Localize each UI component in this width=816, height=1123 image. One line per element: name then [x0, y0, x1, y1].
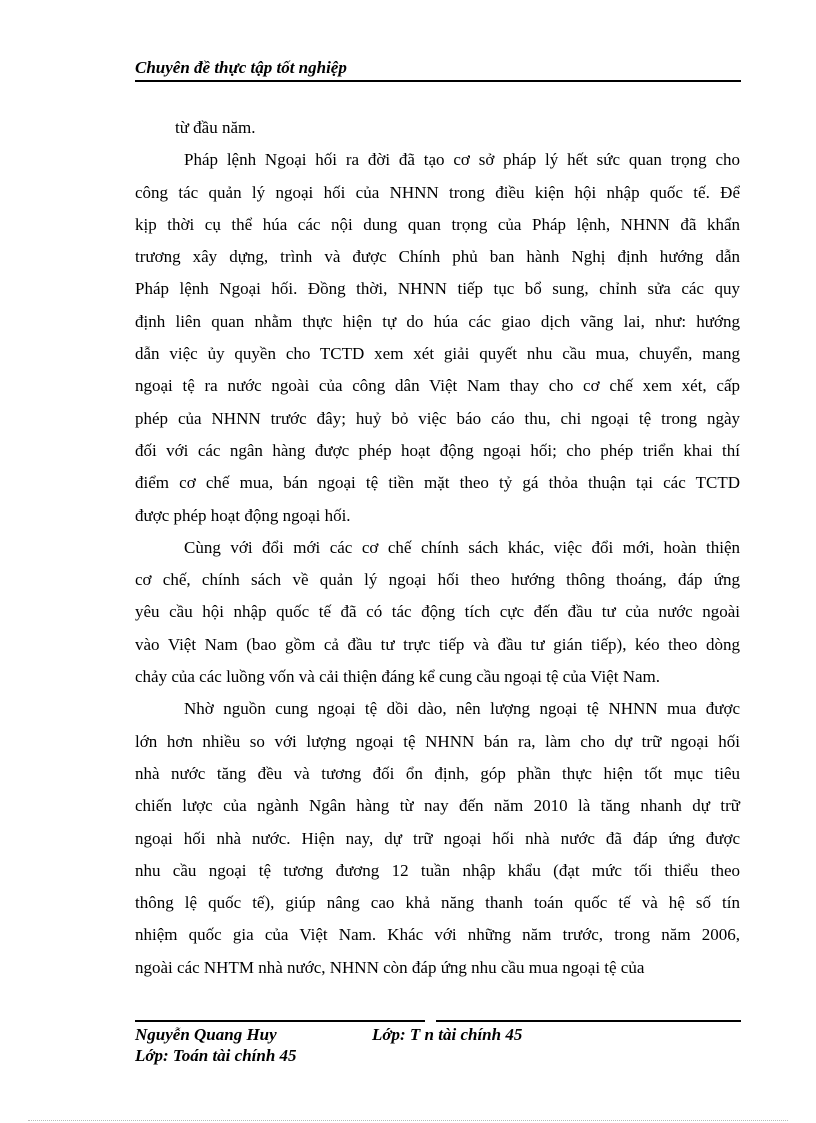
- footer-class: Lớp: Toán tài chính 45: [135, 1046, 297, 1065]
- paragraph-2: [135, 532, 740, 693]
- paragraph-0: [135, 112, 740, 144]
- footer-author: Nguyễn Quang Huy: [135, 1025, 277, 1044]
- text-line: điểm cơ chế mua, bán ngoại tệ tiền mặt theo tỷ gá thỏa thuận tại các TCTD: [135, 473, 740, 493]
- header-divider: [135, 80, 741, 82]
- text-line: kịp thời cụ thể húa các nội dung quan trọng của Pháp lệnh, NHNN đã khẩn: [135, 214, 740, 234]
- text-line: ngoại hối nhà nước. Hiện nay, dự trữ ngoại hối nhà nước đã đáp ứng được: [135, 828, 740, 848]
- text-line: đối với các ngân hàng được phép hoạt động ngoại hối; cho phép triển khai thí: [135, 440, 740, 460]
- text-line: ngoại tệ ra nước ngoài của công dân Việt Nam thay cho cơ chế xem xét, cấp: [135, 376, 740, 396]
- text-line: Pháp lệnh Ngoại hối ra đời đã tạo cơ sở pháp lý hết sức quan trọng cho: [184, 150, 740, 170]
- footer-class-right: Lớp: T n tài chính 45: [372, 1025, 523, 1044]
- document-body: [135, 112, 740, 984]
- text-line: được phép hoạt động ngoại hối.: [135, 505, 351, 525]
- text-line: định liên quan nhằm thực hiện tự do húa các giao dịch vãng lai, như: hướng: [135, 311, 740, 331]
- text-line: ngoài các NHTM nhà nước, NHNN còn đáp ứng nhu cầu mua ngoại tệ của: [135, 957, 645, 977]
- paragraph-1: [135, 144, 740, 532]
- text-line: phép của NHNN trước đây; huỷ bỏ việc báo cáo thu, chi ngoại tệ trong ngày: [135, 408, 740, 428]
- text-line: nhu cầu ngoại tệ tương đương 12 tuần nhập khẩu (đạt mức tối thiểu theo: [135, 860, 740, 880]
- footer-divider-right: [436, 1020, 741, 1022]
- text-line: nhiệm quốc gia của Việt Nam. Khác với những năm trước, trong năm 2006,: [135, 925, 740, 945]
- text-line: chảy của các luồng vốn và cải thiện đáng kể cung cầu ngoại tệ của Việt Nam.: [135, 667, 660, 687]
- page-bottom-border: [28, 1120, 788, 1121]
- text-line: chiến lược của ngành Ngân hàng từ nay đến năm 2010 là tăng nhanh dự trữ: [135, 796, 740, 816]
- page-header-title: Chuyên đề thực tập tốt nghiệp: [135, 58, 347, 77]
- text-line: từ đầu năm.: [175, 118, 256, 137]
- text-line: cơ chế, chính sách về quản lý ngoại hối theo hướng thông thoáng, đáp ứng: [135, 570, 740, 590]
- text-line: thông lệ quốc tế), giúp nâng cao khả năng thanh toán quốc tế và hệ số tín: [135, 893, 740, 913]
- text-line: dẫn việc ủy quyền cho TCTD xem xét giải quyết nhu cầu mua, chuyển, mang: [135, 344, 740, 364]
- text-line: trương xây dựng, trình và được Chính phủ ban hành Nghị định hướng dẫn: [135, 247, 740, 267]
- text-line: công tác quản lý ngoại hối của NHNN trong điều kiện hội nhập quốc tế. Để: [135, 182, 740, 202]
- paragraph-3: [135, 693, 740, 984]
- text-line: vào Việt Nam (bao gồm cả đầu tư trực tiếp và đầu tư gián tiếp), kéo theo dòng: [135, 634, 740, 654]
- footer-divider-left: [135, 1020, 425, 1022]
- text-line: Cùng với đổi mới các cơ chế chính sách khác, việc đổi mới, hoàn thiện: [184, 537, 740, 557]
- text-line: nhà nước tăng đều và tương đối ổn định, góp phần thực hiện tốt mục tiêu: [135, 763, 740, 783]
- text-line: Nhờ nguồn cung ngoại tệ dồi dào, nên lượng ngoại tệ NHNN mua được: [184, 699, 740, 719]
- text-line: Pháp lệnh Ngoại hối. Đồng thời, NHNN tiếp tục bổ sung, chỉnh sửa các quy: [135, 279, 740, 299]
- text-line: lớn hơn nhiều so với lượng ngoại tệ NHNN bán ra, làm cho dự trữ ngoại hối: [135, 731, 740, 751]
- text-line: yêu cầu hội nhập quốc tế đã có tác động tích cực đến đầu tư của nước ngoài: [135, 602, 740, 622]
